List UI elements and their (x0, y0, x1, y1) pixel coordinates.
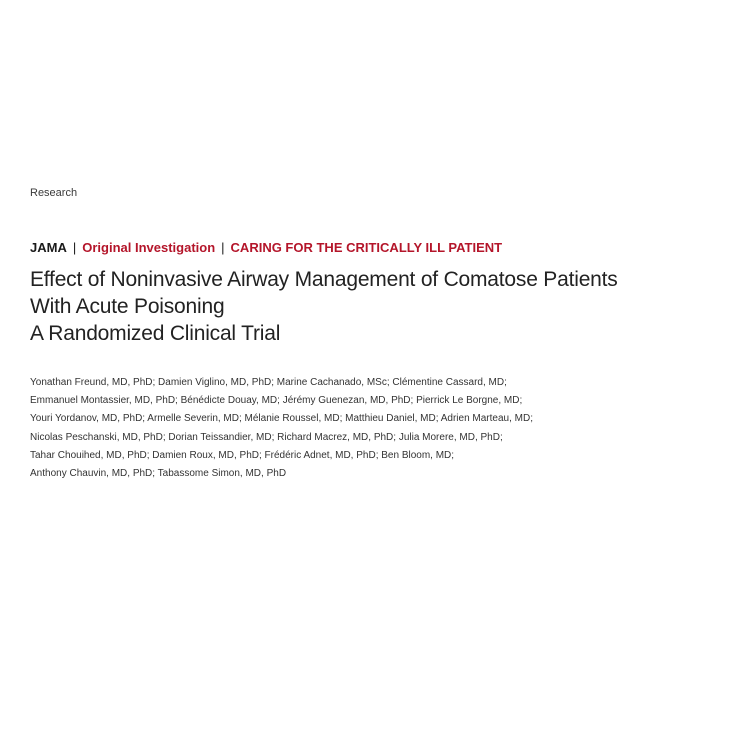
author-list (30, 374, 730, 483)
journal-header-line (30, 240, 502, 255)
series-title: CARING FOR THE CRITICALLY ILL PATIENT (230, 240, 503, 255)
author-line: Nicolas Peschanski, MD, PhD; Dorian Teissandier, MD; Richard Macrez, MD, PhD; Julia Morere, MD, PhD; (30, 431, 503, 443)
subtitle-line: A Randomized Clinical Trial (30, 322, 281, 345)
author-line: Youri Yordanov, MD, PhD; Armelle Severin, MD; Mélanie Roussel, MD; Matthieu Daniel, MD; Adrien Marteau, MD; (30, 413, 533, 425)
title-line: Effect of Noninvasive Airway Management of Comatose Patients (30, 268, 618, 291)
author-line: Yonathan Freund, MD, PhD; Damien Viglino, MD, PhD; Marine Cachanado, MSc; Clémentine Cassard, MD; (30, 377, 507, 388)
section-label: Research (30, 187, 78, 199)
author-line: Emmanuel Montassier, MD, PhD; Bénédicte Douay, MD; Jérémy Guenezan, MD, PhD; Pierrick Le Borgne, MD; (30, 395, 523, 407)
author-line: Anthony Chauvin, MD, PhD; Tabassome Simon, MD, PhD (30, 468, 287, 480)
header-separator: | (72, 240, 77, 255)
article-type: Original Investigation (82, 240, 216, 255)
header-separator: | (221, 240, 225, 255)
article-title (30, 266, 740, 347)
author-line: Tahar Chouihed, MD, PhD; Damien Roux, MD, PhD; Frédéric Adnet, MD, PhD; Ben Bloom, MD; (30, 449, 455, 461)
title-line: With Acute Poisoning (30, 295, 225, 318)
journal-name: JAMA (30, 240, 67, 255)
